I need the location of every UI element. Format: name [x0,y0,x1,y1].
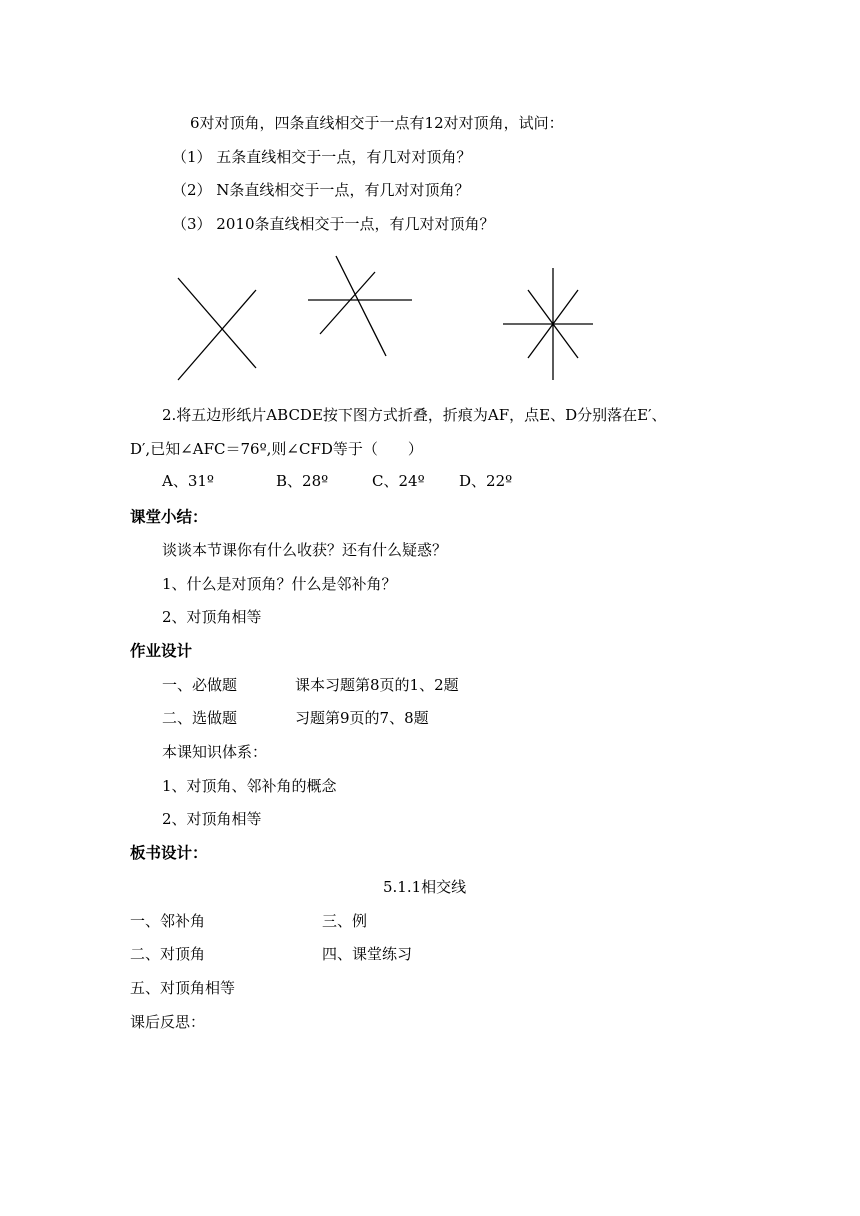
figure1-line-b [178,290,256,380]
summary-line-3: 2、对顶角相等 [162,608,262,626]
three-lines-figure [308,256,412,356]
summary-line-1: 谈谈本节课你有什么收获？还有什么疑惑？ [162,541,448,559]
problem2-line-2: D′,已知∠AFC＝76º,则∠CFD等于（ ） [130,440,423,458]
knowledge-item-2: 2、对顶角相等 [162,810,262,828]
reflection-label: 课后反思： [130,1013,206,1031]
intersecting-lines-figure [160,250,620,390]
problem1-question-3: （3） 2010条直线相交于一点，有几对对顶角？ [172,215,495,233]
option-d: D、22º [459,472,513,490]
board-item-5: 五、对顶角相等 [130,979,236,997]
option-a: A、31º [162,472,214,490]
problem2-options [162,471,562,491]
required-text: 课本习题第8页的1、2题 [295,676,459,694]
problem1-question-1: （1） 五条直线相交于一点，有几对对顶角？ [172,148,472,166]
board-item-1: 一、邻补角 [130,912,206,930]
board-title: 5.1.1相交线 [383,878,467,896]
figure2-line-b [336,256,386,356]
board-item-2: 二、对顶角 [130,945,206,963]
homework-heading: 作业设计 [130,642,193,660]
summary-heading: 课堂小结： [130,508,208,526]
knowledge-system: 本课知识体系： [162,743,268,761]
board-heading: 板书设计： [130,844,208,862]
figure2-line-c [320,272,375,334]
board-item-4: 四、课堂练习 [322,945,413,963]
option-c: C、24º [372,472,425,490]
optional-text: 习题第9页的7、8题 [295,709,429,727]
figure1-line-a [178,278,256,368]
summary-line-2: 1、什么是对顶角？什么是邻补角？ [162,575,397,593]
problem2-line-1: 2.将五边形纸片ABCDE按下图方式折叠，折痕为AF，点E、D分别落在E′、 [162,406,667,424]
required-label: 一、必做题 [162,676,238,694]
option-b: B、28º [276,472,329,490]
knowledge-item-1: 1、对顶角、邻补角的概念 [162,777,337,795]
board-item-3: 三、例 [322,912,368,930]
two-lines-figure [178,278,256,380]
problem1-intro: 6对对顶角，四条直线相交于一点有12对对顶角，试问： [190,114,564,132]
optional-label: 二、选做题 [162,709,238,727]
four-lines-figure [503,268,593,380]
problem1-question-2: （2） N条直线相交于一点，有几对对顶角？ [172,181,470,199]
